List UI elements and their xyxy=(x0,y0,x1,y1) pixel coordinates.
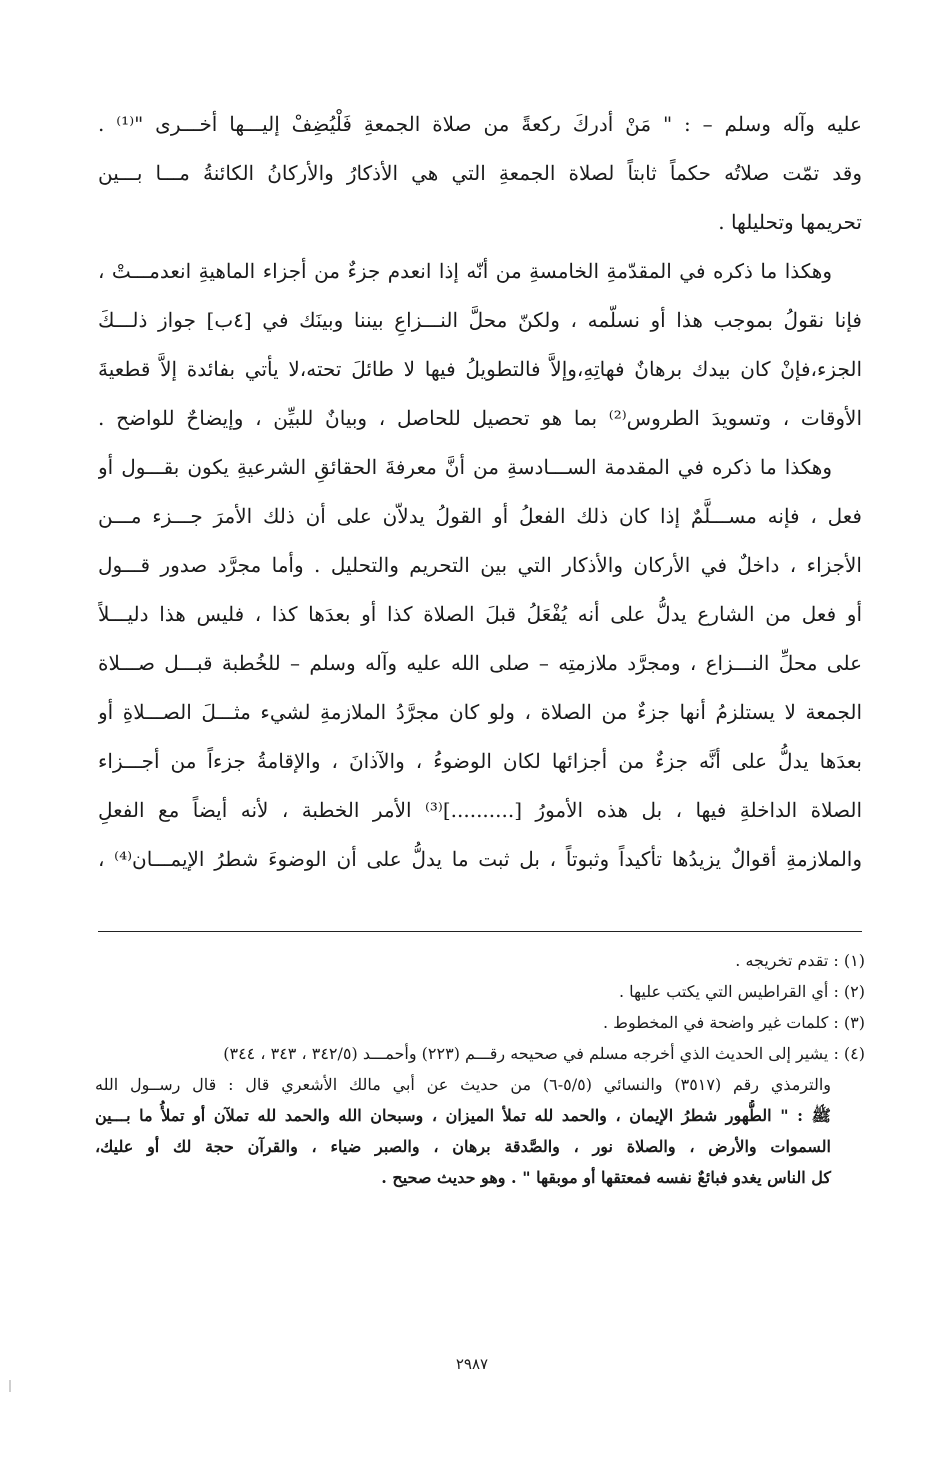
footnote-1: (١) : تقدم تخريجه . xyxy=(735,951,865,970)
text-line: والملازمةِ أقوالٌ يزيدُها تأكيداً وثبوتاً ، بل ثبت ما يدلُّ على أن الوضوءَ شطرُ الإيمـــان⁽⁴⁾ ، xyxy=(98,847,862,871)
footnote-4-hadith: السموات والأرض ، والصلاة نور ، والصَّدقة برهان ، والصبر ضياء ، والقرآن حجة لك أو عليك، xyxy=(95,1137,831,1156)
footnote-4: (٤) : يشير إلى الحديث الذي أخرجه مسلم في صحيحه رقـــم (٢٢٣) وأحمـــد (٣٤٢/٥ ، ٣٤٣ ، ٣٤٤) xyxy=(223,1044,865,1063)
text-line: الجمعة لا يستلزمُ أنها جزءٌ من الصلاة ، ولو كان مجرَّدُ الملازمةِ لشيء مثـــلَ الصـــلاةِ أو xyxy=(98,700,862,724)
text-line: بعدَها يدلُّ على أنَّه جزءٌ من أجزائها لكان الوضوءُ ، والآذانَ ، والإقامةُ جزءاً من أجـــزاء xyxy=(98,749,862,773)
footnote-4-hadith: ﷺ : " الطُّهور شطرُ الإيمان ، والحمد لله تملأ الميزان ، وسبحان الله والحمد لله تملآن أو تملأُ ما بـــين xyxy=(95,1106,831,1125)
footnote-2: (٢) : أي القراطيس التي يكتب عليها . xyxy=(618,982,865,1001)
text-line: فعل ، فإنه مســـلَّمٌ إذا كان ذلك الفعلُ أو القولُ يدلاّن على أن ذلك الأمرَ جـــزء مـــن xyxy=(98,504,862,528)
text-line: الأوقات ، وتسويدَ الطروس⁽²⁾ بما هو تحصيل للحاصل ، وبيانٌ للبيِّن ، وإيضاحٌ للواضح . xyxy=(98,406,862,430)
text-line: فإنا نقولُ بموجب هذا أو نسلّمه ، ولكنّ محلَّ النـــزاعِ بيننا وبينَك في [٤ب] جواز ذلـــكَ xyxy=(98,308,862,332)
text-line: أو فعل من الشارع يدلُّ على أنه يُفْعَلُ قبلَ الصلاة كذا أو بعدَها كذا ، فليس هذا دليـــلاً xyxy=(98,602,862,626)
text-line: الجزء،فإنْ كان بيدك برهانٌ فهاتِهِ،وإلاَّ فالتطويلُ فيها لا طائلَ تحته،لا يأتي بفائدة إلاَّ قطعيةَ xyxy=(98,357,862,381)
footnote-divider xyxy=(98,931,862,932)
main-text xyxy=(98,100,862,884)
page-number: ٢٩٨٧ xyxy=(455,1355,489,1373)
scan-mark xyxy=(9,1380,11,1392)
footnotes xyxy=(95,945,865,1193)
text-line: وقد تمّت صلاتُه حكماً ثابتاً لصلاة الجمعةِ التي هي الأذكارُ والأركانُ الكائنةُ مـــا بـــين xyxy=(98,161,862,185)
text-line: عليه وآله وسلم – : " مَنْ أدركَ ركعةً من صلاة الجمعةِ فَلْيُضِفْ إليـــها أخـــرى "⁽¹⁾ . xyxy=(98,112,862,136)
footnote-4-hadith: كل الناس يغدو فبائعٌ نفسه فمعتقها أو موبقها " . وهو حديث صحيح . xyxy=(381,1168,831,1187)
footnote-4-continuation: والترمذي رقم (٣٥١٧) والنسائي (٥/٥-٦) من حديث عن أبي مالك الأشعري قال : قال رســول الله xyxy=(95,1075,832,1094)
text-line: على محلِّ النـــزاع ، ومجرَّد ملازمتِه – صلى الله عليه وآله وسلم – للخُطبة قبـــل صـــلاة xyxy=(98,651,862,675)
text-line: تحريمها وتحليلها . xyxy=(718,210,862,234)
text-line: الأجزاء ، داخلٌ في الأركان والأذكار التي بين التحريم والتحليل . وأما مجرَّد صدور قـــول xyxy=(98,553,862,577)
text-line: الصلاة الداخلةِ فيها ، بل هذه الأمورُ [..........]⁽³⁾ الأمر الخطبة ، لأنه أيضاً مع الفعلِ xyxy=(98,798,862,822)
text-line: وهكذا ما ذكره في المقدّمةِ الخامسةِ من أنّه إذا انعدم جزءٌ من أجزاء الماهيةِ انعدمـــتْ ، xyxy=(98,259,832,283)
text-line: وهكذا ما ذكره في المقدمة الســـادسةِ من أنَّ معرفةَ الحقائقِ الشرعيةِ يكون بقـــول أو xyxy=(98,455,833,479)
footnote-3: (٣) : كلمات غير واضحة في المخطوط . xyxy=(602,1013,865,1032)
